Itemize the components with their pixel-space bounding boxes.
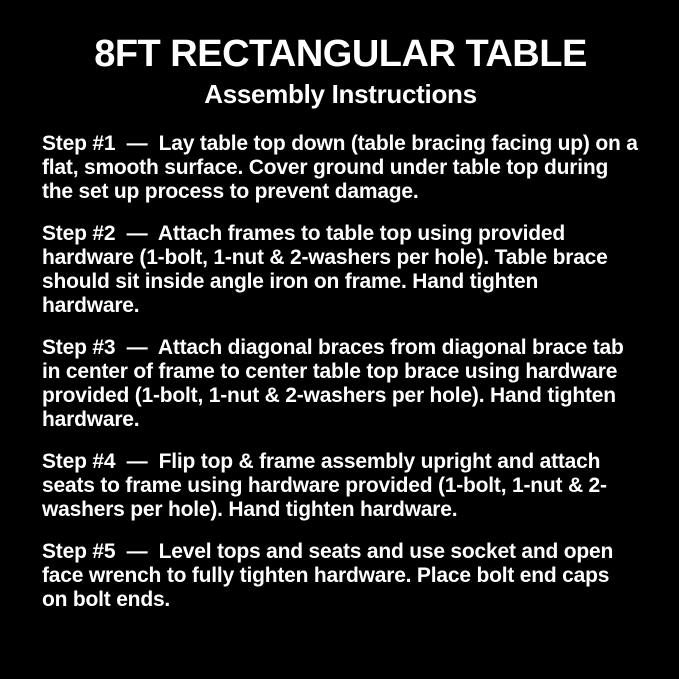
step-3-paragraph: Step #3 — Attach diagonal braces from diagonal brace tab in center of frame to center table top brace using hardware provided (1-bolt, 1-nut & 2-washers per hole). Hand tighten hardware. xyxy=(42,336,630,432)
page-title: 8FT RECTANGULAR TABLE xyxy=(94,33,587,75)
step-1-paragraph: Step #1 — Lay table top down (table bracing facing up) on a flat, smooth surface. Cover ground under table top during the set up process to prevent damage. xyxy=(42,132,644,204)
steps-list xyxy=(42,132,644,612)
step-4-paragraph: Step #4 — Flip top & frame assembly upright and attach seats to frame using hardware provided (1-bolt, 1-nut & 2-washers per hole). Hand tighten hardware. xyxy=(42,450,607,522)
step-5-paragraph: Step #5 — Level tops and seats and use socket and open face wrench to fully tighten hardware. Place bolt end caps on bolt ends. xyxy=(42,540,619,612)
step-2-paragraph: Step #2 — Attach frames to table top using provided hardware (1-bolt, 1-nut & 2-washers per hole). Table brace should sit inside angle iron on frame. Hand tighten hardware. xyxy=(42,222,614,318)
page-subtitle: Assembly Instructions xyxy=(204,78,477,109)
